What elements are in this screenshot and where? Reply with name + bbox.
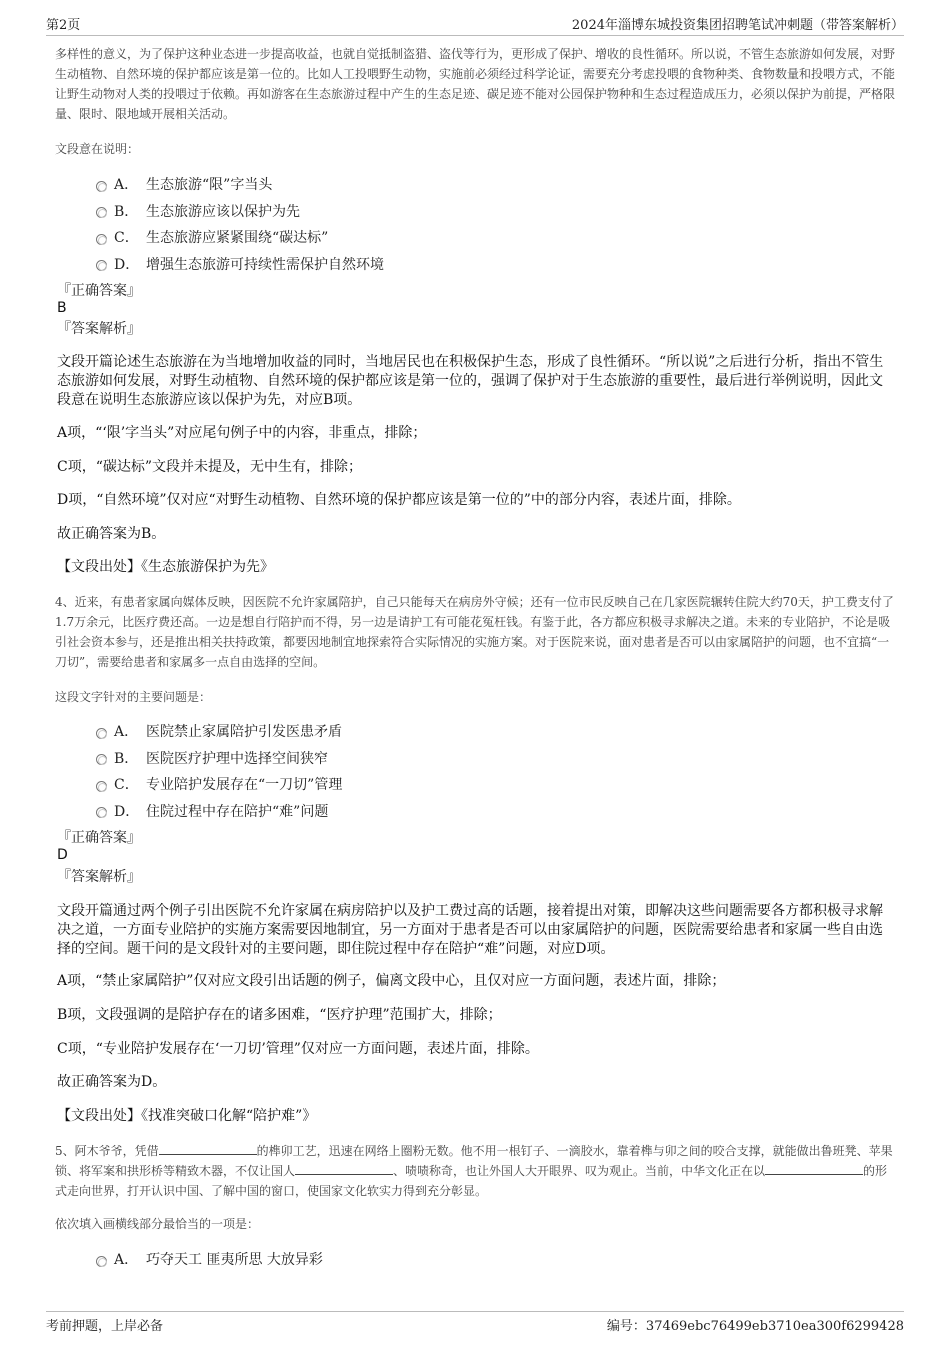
q4-option-c[interactable]: C． 专业陪护发展存在“一刀切”管理 bbox=[96, 771, 342, 798]
radio-icon[interactable] bbox=[96, 1256, 107, 1267]
q4-analysis-c: C项，“专业陪护发展存在‘一刀切’管理”仅对应一方面问题，表述片面，排除。 bbox=[57, 1041, 539, 1057]
q4-option-a[interactable]: A． 医院禁止家属陪护引发医患矛盾 bbox=[96, 718, 342, 745]
q3-answer-label: 『正确答案』 bbox=[57, 283, 141, 299]
q5-prompt: 依次填入画横线部分最恰当的一项是： bbox=[55, 1217, 260, 1231]
q3-option-c[interactable]: C． 生态旅游应紧紧围绕“碳达标” bbox=[96, 224, 384, 251]
q4-option-d[interactable]: D． 住院过程中存在陪护“难”问题 bbox=[96, 798, 342, 825]
q3-analysis-conclusion: 故正确答案为B。 bbox=[57, 526, 166, 542]
q4-prompt: 这段文字针对的主要问题是： bbox=[55, 690, 212, 704]
document-title: 2024年淄博东城投资集团招聘笔试冲刺题（带答案解析） bbox=[571, 18, 904, 33]
radio-icon[interactable] bbox=[96, 181, 107, 192]
q3-option-d[interactable]: D． 增强生态旅游可持续性需保护自然环境 bbox=[96, 251, 384, 278]
q4-option-b[interactable]: B． 医院医疗护理中选择空间狭窄 bbox=[96, 745, 342, 772]
q4-options bbox=[96, 718, 342, 824]
fill-blank-3[interactable] bbox=[765, 1162, 863, 1175]
page-header bbox=[46, 14, 904, 36]
radio-icon[interactable] bbox=[96, 260, 107, 271]
q4-analysis-main: 文段开篇通过两个例子引出医院不允许家属在病房陪护以及护工费过高的话题，接着提出对策，即解决这些问题需要各方都积极寻求解决之道，一方面专业陪护的实施方案需要因地制宜，另一方面对于患者是否可以由家属陪护的问题，医院需要给患者和家属一些自由选择的空间。题干问的是文段针对的主要问题，即住院过程中存在陪护“难”问题，对应D项。 bbox=[57, 903, 883, 957]
page-number: 第2页 bbox=[46, 18, 81, 33]
q3-prompt: 文段意在说明： bbox=[55, 142, 140, 156]
fill-blank-2[interactable] bbox=[295, 1162, 393, 1175]
radio-icon[interactable] bbox=[96, 234, 107, 245]
radio-icon[interactable] bbox=[96, 807, 107, 818]
q3-analysis-main: 文段开篇论述生态旅游在为当地增加收益的同时，当地居民也在积极保护生态，形成了良性循环。“所以说”之后进行分析，指出不管生态旅游如何发展，对野生动植物、自然环境的保护都应该是第一位的，强调了保护对于生态旅游的重要性，最后进行举例说明，因此文段意在说明生态旅游应该以保护为先，对应B项。 bbox=[57, 354, 884, 408]
q3-passage: 多样性的意义，为了保护这种业态进一步提高收益，也就自觉抵制盗猎、盗伐等行为，更形成了保护、增收的良性循环。所以说，不管生态旅游如何发展，对野生动植物、自然环境的保护都应该是第一位的。比如人工投喂野生动物，实施前必须经过科学论证，需要充分考虑投喂的食物种类、食物数量和投喂方式，不能让野生动物对人类的投喂过于依赖。再如游客在生态旅游过程中产生的生态足迹、碳足迹不能对公园保护物种和生态过程造成压力，必须以保护为前提，严格限量、限时、限地域开展相关活动。 bbox=[55, 47, 896, 121]
radio-icon[interactable] bbox=[96, 728, 107, 739]
radio-icon[interactable] bbox=[96, 207, 107, 218]
q4-analysis-label: 『答案解析』 bbox=[57, 869, 141, 885]
q3-analysis-label: 『答案解析』 bbox=[57, 321, 141, 337]
q4-answer: D bbox=[57, 847, 68, 863]
q4-source: 【文段出处】《找准突破口化解“陪护难”》 bbox=[57, 1108, 317, 1124]
q3-source: 【文段出处】《生态旅游保护为先》 bbox=[57, 559, 274, 575]
q5-option-a[interactable]: A． 巧夺天工 匪夷所思 大放异彩 bbox=[96, 1246, 323, 1273]
q4-analysis-b: B项，文段强调的是陪护存在的诸多困难，“医疗护理”范围扩大，排除； bbox=[57, 1007, 502, 1023]
radio-icon[interactable] bbox=[96, 781, 107, 792]
q5-options bbox=[96, 1246, 323, 1273]
footer-slogan: 考前押题，上岸必备 bbox=[46, 1319, 164, 1334]
q3-option-a[interactable]: A． 生态旅游“限”字当头 bbox=[96, 171, 384, 198]
q3-analysis-c: C项，“碳达标”文段并未提及，无中生有，排除； bbox=[57, 459, 363, 475]
q5-passage: 5、阿木爷爷，凭借 的榫卯工艺，迅速在网络上圈粉无数。他不用一根钉子、一滴胶水，靠着榫与卯之间的咬合支撑，就能做出鲁班凳、苹果锁、将军案和拱形桥等精致木器，不仅让国人 、啧啧称奇，也让外国人大开眼界、叹为观止。当前，中华文化正在以 的形式走向世界，打开认识中国、了解中国的窗口，使国家文化软实力得到充分彰显。 bbox=[55, 1144, 893, 1198]
page-footer bbox=[46, 1311, 904, 1334]
q4-passage: 4、近来，有患者家属向媒体反映，因医院不允许家属陪护，自己只能每天在病房外守候；还有一位市民反映自己在几家医院辗转住院大约70天，护工费支付了1.7万余元，比医疗费还高。一边是想自行陪护而不得，另一边是请护工有可能花冤枉钱。有鉴于此，各方都应积极寻求解决之道。未来的专业陪护，不论是吸引社会资本参与，还是推出相关扶持政策，都要因地制宜地探索符合实际情况的实施方案。对于医院来说，面对患者是否可以由家属陪护的问题，也不宜搞“一刀切”，需要给患者和家属多一点自由选择的空间。 bbox=[55, 595, 894, 669]
radio-icon[interactable] bbox=[96, 754, 107, 765]
document-id: 编号：37469ebc76499eb3710ea300f6299428 bbox=[606, 1319, 904, 1334]
q4-analysis-a: A项，“禁止家属陪护”仅对应文段引出话题的例子，偏离文段中心，且仅对应一方面问题，表述片面，排除； bbox=[57, 973, 726, 989]
q3-option-b[interactable]: B． 生态旅游应该以保护为先 bbox=[96, 198, 384, 225]
q3-options bbox=[96, 171, 384, 277]
q3-analysis-a: A项，“‘限’字当头”对应尾句例子中的内容，非重点，排除； bbox=[57, 425, 427, 441]
q4-answer-label: 『正确答案』 bbox=[57, 830, 141, 846]
q4-analysis-conclusion: 故正确答案为D。 bbox=[57, 1074, 167, 1090]
fill-blank-1[interactable] bbox=[159, 1142, 257, 1155]
q3-answer: B bbox=[57, 300, 67, 316]
q3-analysis-d: D项，“自然环境”仅对应“对野生动植物、自然环境的保护都应该是第一位的”中的部分内容，表述片面，排除。 bbox=[57, 492, 741, 508]
